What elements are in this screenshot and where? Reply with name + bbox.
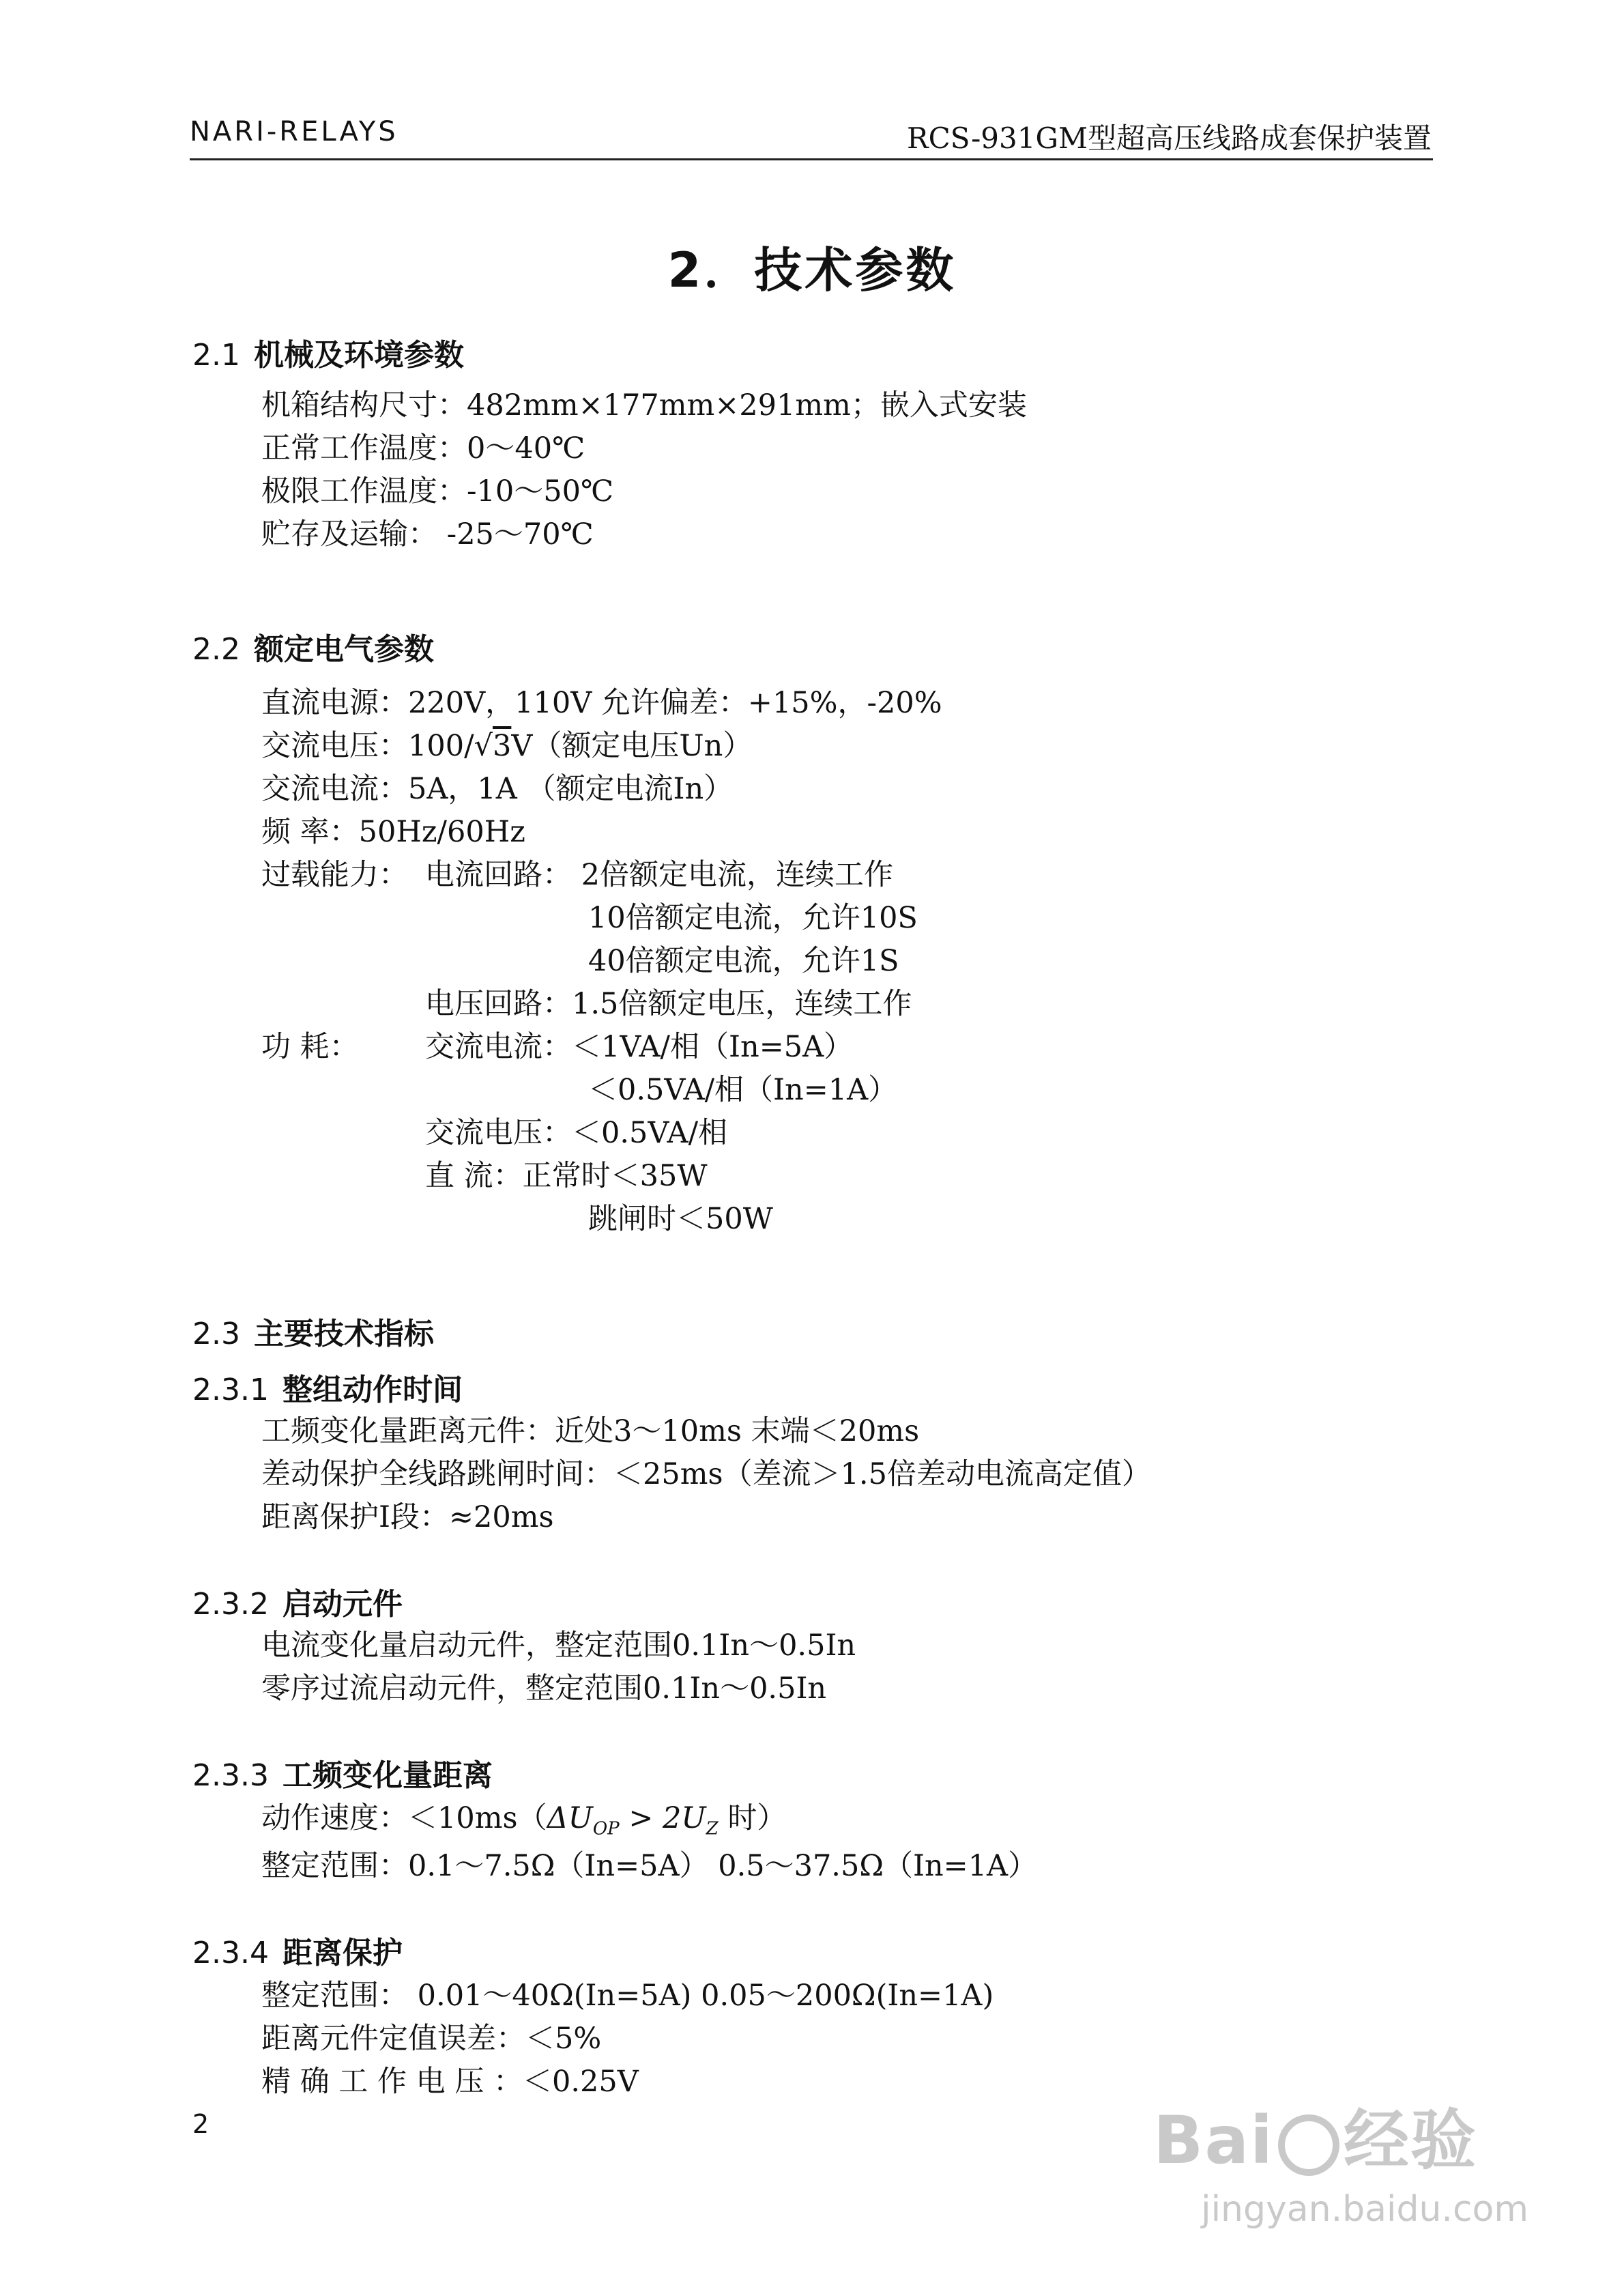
section-title: 启动元件 bbox=[282, 1587, 403, 1622]
section-number: 2.3.4 bbox=[192, 1936, 269, 1970]
page-title: 2．技术参数 bbox=[667, 242, 957, 298]
section-2-2-heading bbox=[192, 625, 434, 668]
section-title: 主要技术指标 bbox=[253, 1317, 434, 1351]
text-line: 极限工作温度：-10～50℃ bbox=[261, 474, 614, 508]
header-divider bbox=[190, 158, 1433, 160]
section-number: 2.2 bbox=[192, 632, 240, 667]
section-number: 2.3.1 bbox=[192, 1373, 269, 1407]
text-line: 工频变化量距离元件：近处3～10ms 末端＜20ms bbox=[261, 1414, 920, 1448]
text-line: 差动保护全线路跳闸时间：＜25ms（差流＞1.5倍差动电流高定值） bbox=[261, 1457, 1151, 1491]
overload-item: 电压回路：1.5倍额定电压，连续工作 bbox=[425, 987, 912, 1021]
text-line: 距离元件定值误差：＜5% bbox=[261, 2022, 602, 2056]
frequency-line: 频 率：50Hz/60Hz bbox=[261, 815, 525, 849]
section-number: 2.1 bbox=[192, 338, 240, 373]
section-2-3-1-heading bbox=[192, 1365, 463, 1409]
power-item: 跳闸时＜50W bbox=[588, 1202, 773, 1236]
text-line: 机箱结构尺寸：482mm×177mm×291mm；嵌入式安装 bbox=[261, 388, 1027, 422]
ac-current-line: 交流电流：5A，1A （额定电流In） bbox=[261, 772, 734, 806]
text-line: 距离保护Ⅰ段：≈20ms bbox=[261, 1500, 554, 1534]
range-line: 整定范围：0.1～7.5Ω（In=5A） 0.5～37.5Ω（In=1A） bbox=[261, 1849, 1038, 1883]
section-number: 2.3 bbox=[192, 1317, 240, 1351]
overload-item: 40倍额定电流，允许1S bbox=[588, 944, 899, 978]
page-number: 2 bbox=[192, 2109, 209, 2139]
header-right: RCS-931GM型超高压线路成套保护装置 bbox=[907, 121, 1432, 155]
watermark-url: jingyan.baidu.com bbox=[1201, 2189, 1528, 2230]
section-title: 工频变化量距离 bbox=[282, 1758, 493, 1793]
section-number: 2.3.2 bbox=[192, 1587, 269, 1622]
overload-item: 10倍额定电流，允许10S bbox=[588, 901, 918, 935]
text-line: 正常工作温度：0～40℃ bbox=[261, 431, 585, 465]
section-2-3-3-heading bbox=[192, 1751, 493, 1794]
section-2-3-4-heading bbox=[192, 1928, 403, 1972]
ac-voltage-line bbox=[261, 723, 752, 764]
section-title: 额定电气参数 bbox=[253, 632, 434, 667]
watermark-brand bbox=[1153, 2089, 1528, 2182]
text-line: 整定范围： 0.01～40Ω(In=5A) 0.05～200Ω(In=1A) bbox=[261, 1979, 994, 2013]
sqrt-radicand: 3 bbox=[492, 729, 512, 763]
power-item: 直 流：正常时＜35W bbox=[425, 1159, 708, 1193]
section-title: 整组动作时间 bbox=[282, 1373, 463, 1407]
section-number: 2.3.3 bbox=[192, 1758, 269, 1793]
power-item: 交流电压：＜0.5VA/相 bbox=[425, 1116, 728, 1150]
ac-voltage-numerator: 100 bbox=[408, 729, 465, 763]
sqrt-symbol: √ bbox=[474, 729, 493, 763]
text-line: 贮存及运输： -25～70℃ bbox=[261, 517, 594, 551]
fraction-slash: / bbox=[464, 729, 474, 763]
section-title: 机械及环境参数 bbox=[253, 338, 464, 373]
power-label: 功 耗： bbox=[261, 1030, 359, 1064]
comparison: > 2U bbox=[619, 1801, 706, 1835]
baidu-watermark bbox=[1153, 2089, 1528, 2230]
paw-icon bbox=[1278, 2114, 1339, 2176]
watermark-brand-right: 经验 bbox=[1344, 2102, 1477, 2179]
delta-u: ΔU bbox=[547, 1801, 593, 1835]
section-2-3-heading bbox=[192, 1309, 434, 1353]
text-line: 电流变化量启动元件，整定范围0.1In～0.5In bbox=[261, 1628, 856, 1663]
subscript-op: OP bbox=[592, 1818, 620, 1839]
overload-item: 电流回路： 2倍额定电流，连续工作 bbox=[425, 858, 894, 892]
section-title: 距离保护 bbox=[282, 1936, 403, 1970]
dc-supply-line: 直流电源：220V，110V 允许偏差：+15%，-20% bbox=[261, 686, 942, 720]
ac-voltage-label: 交流电压： bbox=[261, 729, 408, 763]
subscript-z: Z bbox=[706, 1818, 719, 1839]
header-left: NARI-RELAYS bbox=[190, 116, 398, 147]
power-item: 交流电流：＜1VA/相（In=5A） bbox=[425, 1030, 854, 1064]
speed-suffix: 时） bbox=[718, 1801, 787, 1835]
section-2-3-2-heading bbox=[192, 1579, 403, 1623]
watermark-brand-left: Bai bbox=[1153, 2102, 1274, 2179]
overload-label: 过载能力： bbox=[261, 858, 408, 892]
text-line: 零序过流启动元件，整定范围0.1In～0.5In bbox=[261, 1671, 827, 1706]
power-item: ＜0.5VA/相（In=1A） bbox=[588, 1073, 898, 1107]
speed-prefix: 动作速度：＜10ms（ bbox=[261, 1801, 547, 1835]
speed-line bbox=[261, 1795, 786, 1839]
section-2-1-heading bbox=[192, 330, 464, 374]
ac-voltage-tail: V（额定电压Un） bbox=[511, 729, 753, 763]
text-line: 精 确 工 作 电 压 ：＜0.25V bbox=[261, 2065, 639, 2099]
